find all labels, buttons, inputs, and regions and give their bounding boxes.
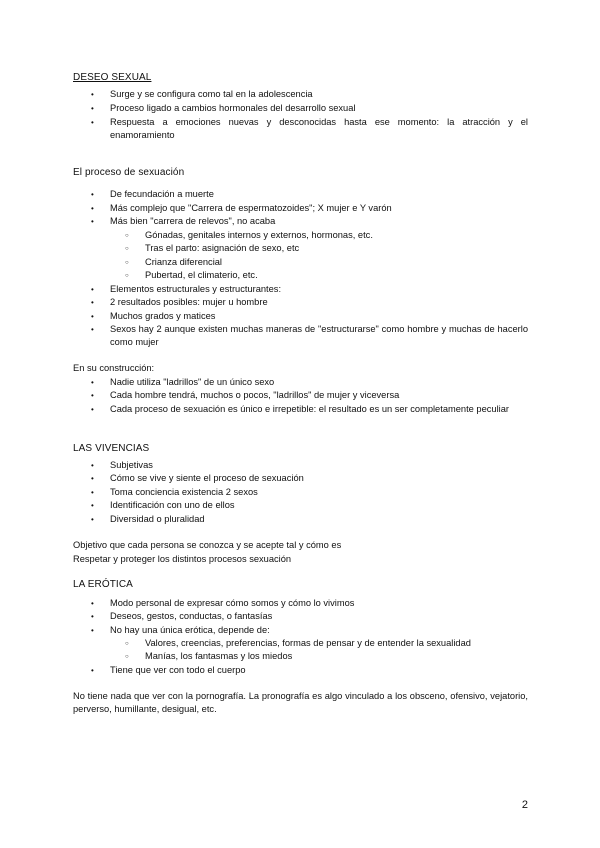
sub-list-item: ○ Gónadas, genitales internos y externos, hormonas, etc. — [145, 229, 528, 242]
list-item: • Muchos grados y matices — [110, 310, 528, 323]
list-item: • Tiene que ver con todo el cuerpo — [110, 664, 528, 677]
list-item: • Deseos, gestos, conductas, o fantasías — [110, 610, 528, 623]
list-item: • Diversidad o pluralidad — [110, 513, 528, 526]
list-item: • Más bien "carrera de relevos", no acaba — [110, 215, 528, 228]
list-item: • 2 resultados posibles: mujer u hombre — [110, 296, 528, 309]
sub-list-item: ○ Manías, los fantasmas y los miedos — [145, 650, 528, 663]
list-item: • Modo personal de expresar cómo somos y cómo lo vivimos — [110, 597, 528, 610]
list-item: • Elementos estructurales y estructurantes: — [110, 283, 528, 296]
list-item: • Más complejo que "Carrera de espermatozoides"; X mujer e Y varón — [110, 202, 528, 215]
list-item: • Respuesta a emociones nuevas y desconocidas hasta ese momento: la atracción y el enamoramiento — [110, 116, 528, 143]
list-item: • Proceso ligado a cambios hormonales del desarrollo sexual — [110, 102, 528, 115]
list-item: • Identificación con uno de ellos — [110, 499, 528, 512]
sub-list-item: ○ Pubertad, el climaterio, etc. — [145, 269, 528, 282]
objective-line: Objetivo que cada persona se conozca y se acepte tal y cómo es — [73, 540, 342, 550]
section-title-construccion: En su construcción: — [73, 363, 155, 373]
sub-list-item: ○ Valores, creencias, preferencias, formas de pensar y de entender la sexualidad — [145, 637, 528, 650]
section-title-vivencias: LAS VIVENCIAS — [73, 443, 150, 454]
list-item: • Surge y se configura como tal en la adolescencia — [110, 88, 528, 101]
sub-list-item: ○ Tras el parto: asignación de sexo, etc — [145, 242, 528, 255]
list-item: • Sexos hay 2 aunque existen muchas maneras de "estructurarse" como hombre y muchas de hacerlo como mujer — [110, 323, 528, 350]
sub-list-item: ○ Crianza diferencial — [145, 256, 528, 269]
objective-line: Respetar y proteger los distintos procesos sexuación — [73, 554, 292, 564]
list-item: • Toma conciencia existencia 2 sexos — [110, 486, 528, 499]
list-item: • De fecundación a muerte — [110, 188, 528, 201]
section-title-deseo-sexual: DESEO SEXUAL — [73, 72, 152, 83]
list-item: • No hay una única erótica, depende de: — [110, 624, 528, 637]
list-item: • Cada hombre tendrá, muchos o pocos, "ladrillos" de mujer y viceversa — [110, 389, 528, 402]
list-item: • Cada proceso de sexuación es único e irrepetible: el resultado es un ser completamente peculiar — [110, 403, 528, 416]
list-item: • Nadie utiliza "ladrillos" de un único sexo — [110, 376, 528, 389]
section-title-erotica: LA ERÓTICA — [73, 579, 133, 590]
page-number: 2 — [521, 799, 528, 811]
list-item: • Cómo se vive y siente el proceso de sexuación — [110, 472, 528, 485]
list-item: • Subjetivas — [110, 459, 528, 472]
closing-paragraph: No tiene nada que ver con la pornografía. La pronografía es algo vinculado a los obsceno, ofensivo, vejatorio, perverso, humillante, desigual, etc. — [73, 691, 528, 715]
section-title-proceso: El proceso de sexuación — [73, 167, 185, 178]
